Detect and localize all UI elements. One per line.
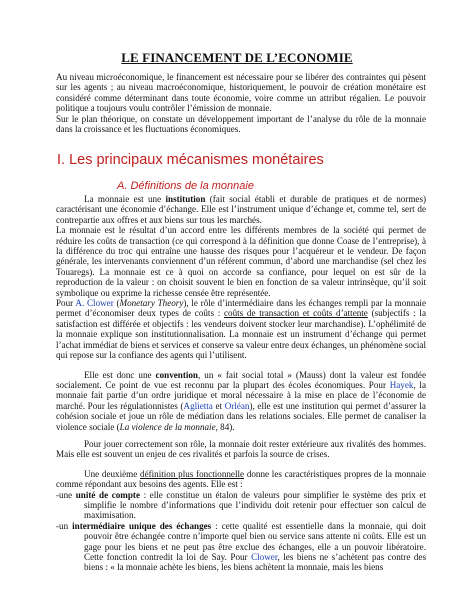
list-item-intermediaire: -un intermédiaire unique des échanges : cette qualité est essentielle dans la monnaie, qui doit pouvoir être échangée contre n’importe quel bien ou service sans attente ni coûts. Elle est un gage pour les biens et ne peut pas être exclue des échanges, elle a un pouvoir libératoire. Cette fonction contredit la loi de Say. Pour Clower, les biens ne s’achètent pas contre des biens : « la monnaie achète les biens, les biens achètent la monnaie, mais les biens — [56, 520, 426, 573]
paragraph-rivalites: Pour jouer correctement son rôle, la monnaie doit rester extérieure aux rivalités des hommes. Mais elle est souvent un enjeu de ces rivalités et parfois la source de crises. — [56, 438, 426, 460]
link-orlean[interactable]: Orléan — [224, 400, 250, 411]
link-hayek[interactable]: Hayek — [389, 379, 414, 390]
subsection-heading: A. Définitions de la monnaie — [117, 180, 254, 192]
link-clower-2[interactable]: Clower — [251, 552, 278, 562]
intro-paragraph-1: Au niveau microéconomique, le financement est nécessaire pour se libérer des contraintes qui pèsent sur les agents ; au niveau macroéconomique, historiquement, le pouvoir de création monétaire est considéré comme déterminant dans toute économie, voire comme un attribut régalien. Le pouvoir politique a toujours voulu contrôler l’émission de monnaie. — [56, 72, 426, 114]
body-text — [56, 194, 426, 573]
paragraph-clower: Pour A. Clower (Monetary Theory), le rôle d’intermédiaire dans les échanges rempli par la monnaie permet d’économiser deux types de coûts : coûts de transaction et coûts d’attente (subjectifs : la satisfaction est différée et objectifs : les vendeurs doivent stocker leur marchandise). L’ophélimité de la monnaie explique son institutionnalisation. La monnaie est un instrument d’échange qui permet l’achat immédiat de biens et services et conserve sa valeur entre deux échanges, un phénomène social qui repose sur la confiance des agents qui l’utilisent. — [56, 298, 426, 361]
document-title: LE FINANCEMENT DE L’ECONOMIE — [121, 50, 353, 65]
paragraph-convention: Elle est donc une convention, un « fait social total » (Mauss) dont la valeur est fondée socialement. Ce point de vue est reconnu par la plupart des écoles économiques. Pour Hayek, la monnaie fait partie d’un ordre juridique et moral nécessaire à la mise en place de l’économie de marché. Pour les régulationnistes (Aglietta et Orléan), elle est une institution qui permet d’assurer la cohésion sociale et joue un rôle de médiation dans les relations sociales. Elle permet de canaliser la violence sociale (La violence de la monnaie, 84). — [56, 369, 426, 432]
link-aglietta[interactable]: Aglietta — [183, 400, 213, 411]
paragraph-accord: La monnaie est le résultat d’un accord entre les différents membres de la société qui permet de réduire les coûts de transaction (ce qui correspond à la définition que donne Coase de l’entreprise), à la différence du troc qui entraîne une hausse des risques pour l’acquéreur et le vendeur. De façon générale, les intervenants conviennent d’un référent commun, d’abord une marchandise (sel chez les Touaregs). La monnaie est ce à quoi on accorde sa confiance, pour lequel on est sûr de la reproduction de la valeur : on choisit souvent le bien en fonction de sa valeur intrinsèque, qu’il soit symbolique ou exprime la richesse censée être représentée. — [56, 225, 426, 298]
intro-paragraph-2: Sur le plan théorique, on constate un développement important de l’analyse du rôle de la monnaie dans la croissance et les fluctuations économiques. — [56, 113, 426, 135]
section-heading: I. Les principaux mécanismes monétaires — [57, 152, 324, 168]
paragraph-definition-fonctionnelle: Une deuxième définition plus fonctionnelle donne les caractéristiques propres de la monnaie comme répondant aux besoins des agents. Elle est : — [56, 468, 427, 490]
intro-section — [56, 72, 426, 134]
list-item-unite-de-compte: -une unité de compte : elle constitue un étalon de valeurs pour simplifier le système des prix et simplifie le nombre d’informations que l’individu doit retenir pour effectuer son calcul de maximisation. — [56, 489, 426, 521]
paragraph-institution: La monnaie est une institution (fait social établi et durable de pratiques et de normes) caractérisant une économie d’échange. Elle est l’instrument unique d’échange et, comme tel, sert de contrepartie aux offres et aux biens sur tous les marchés. — [56, 194, 427, 225]
link-clower[interactable]: A. Clower — [75, 298, 114, 309]
